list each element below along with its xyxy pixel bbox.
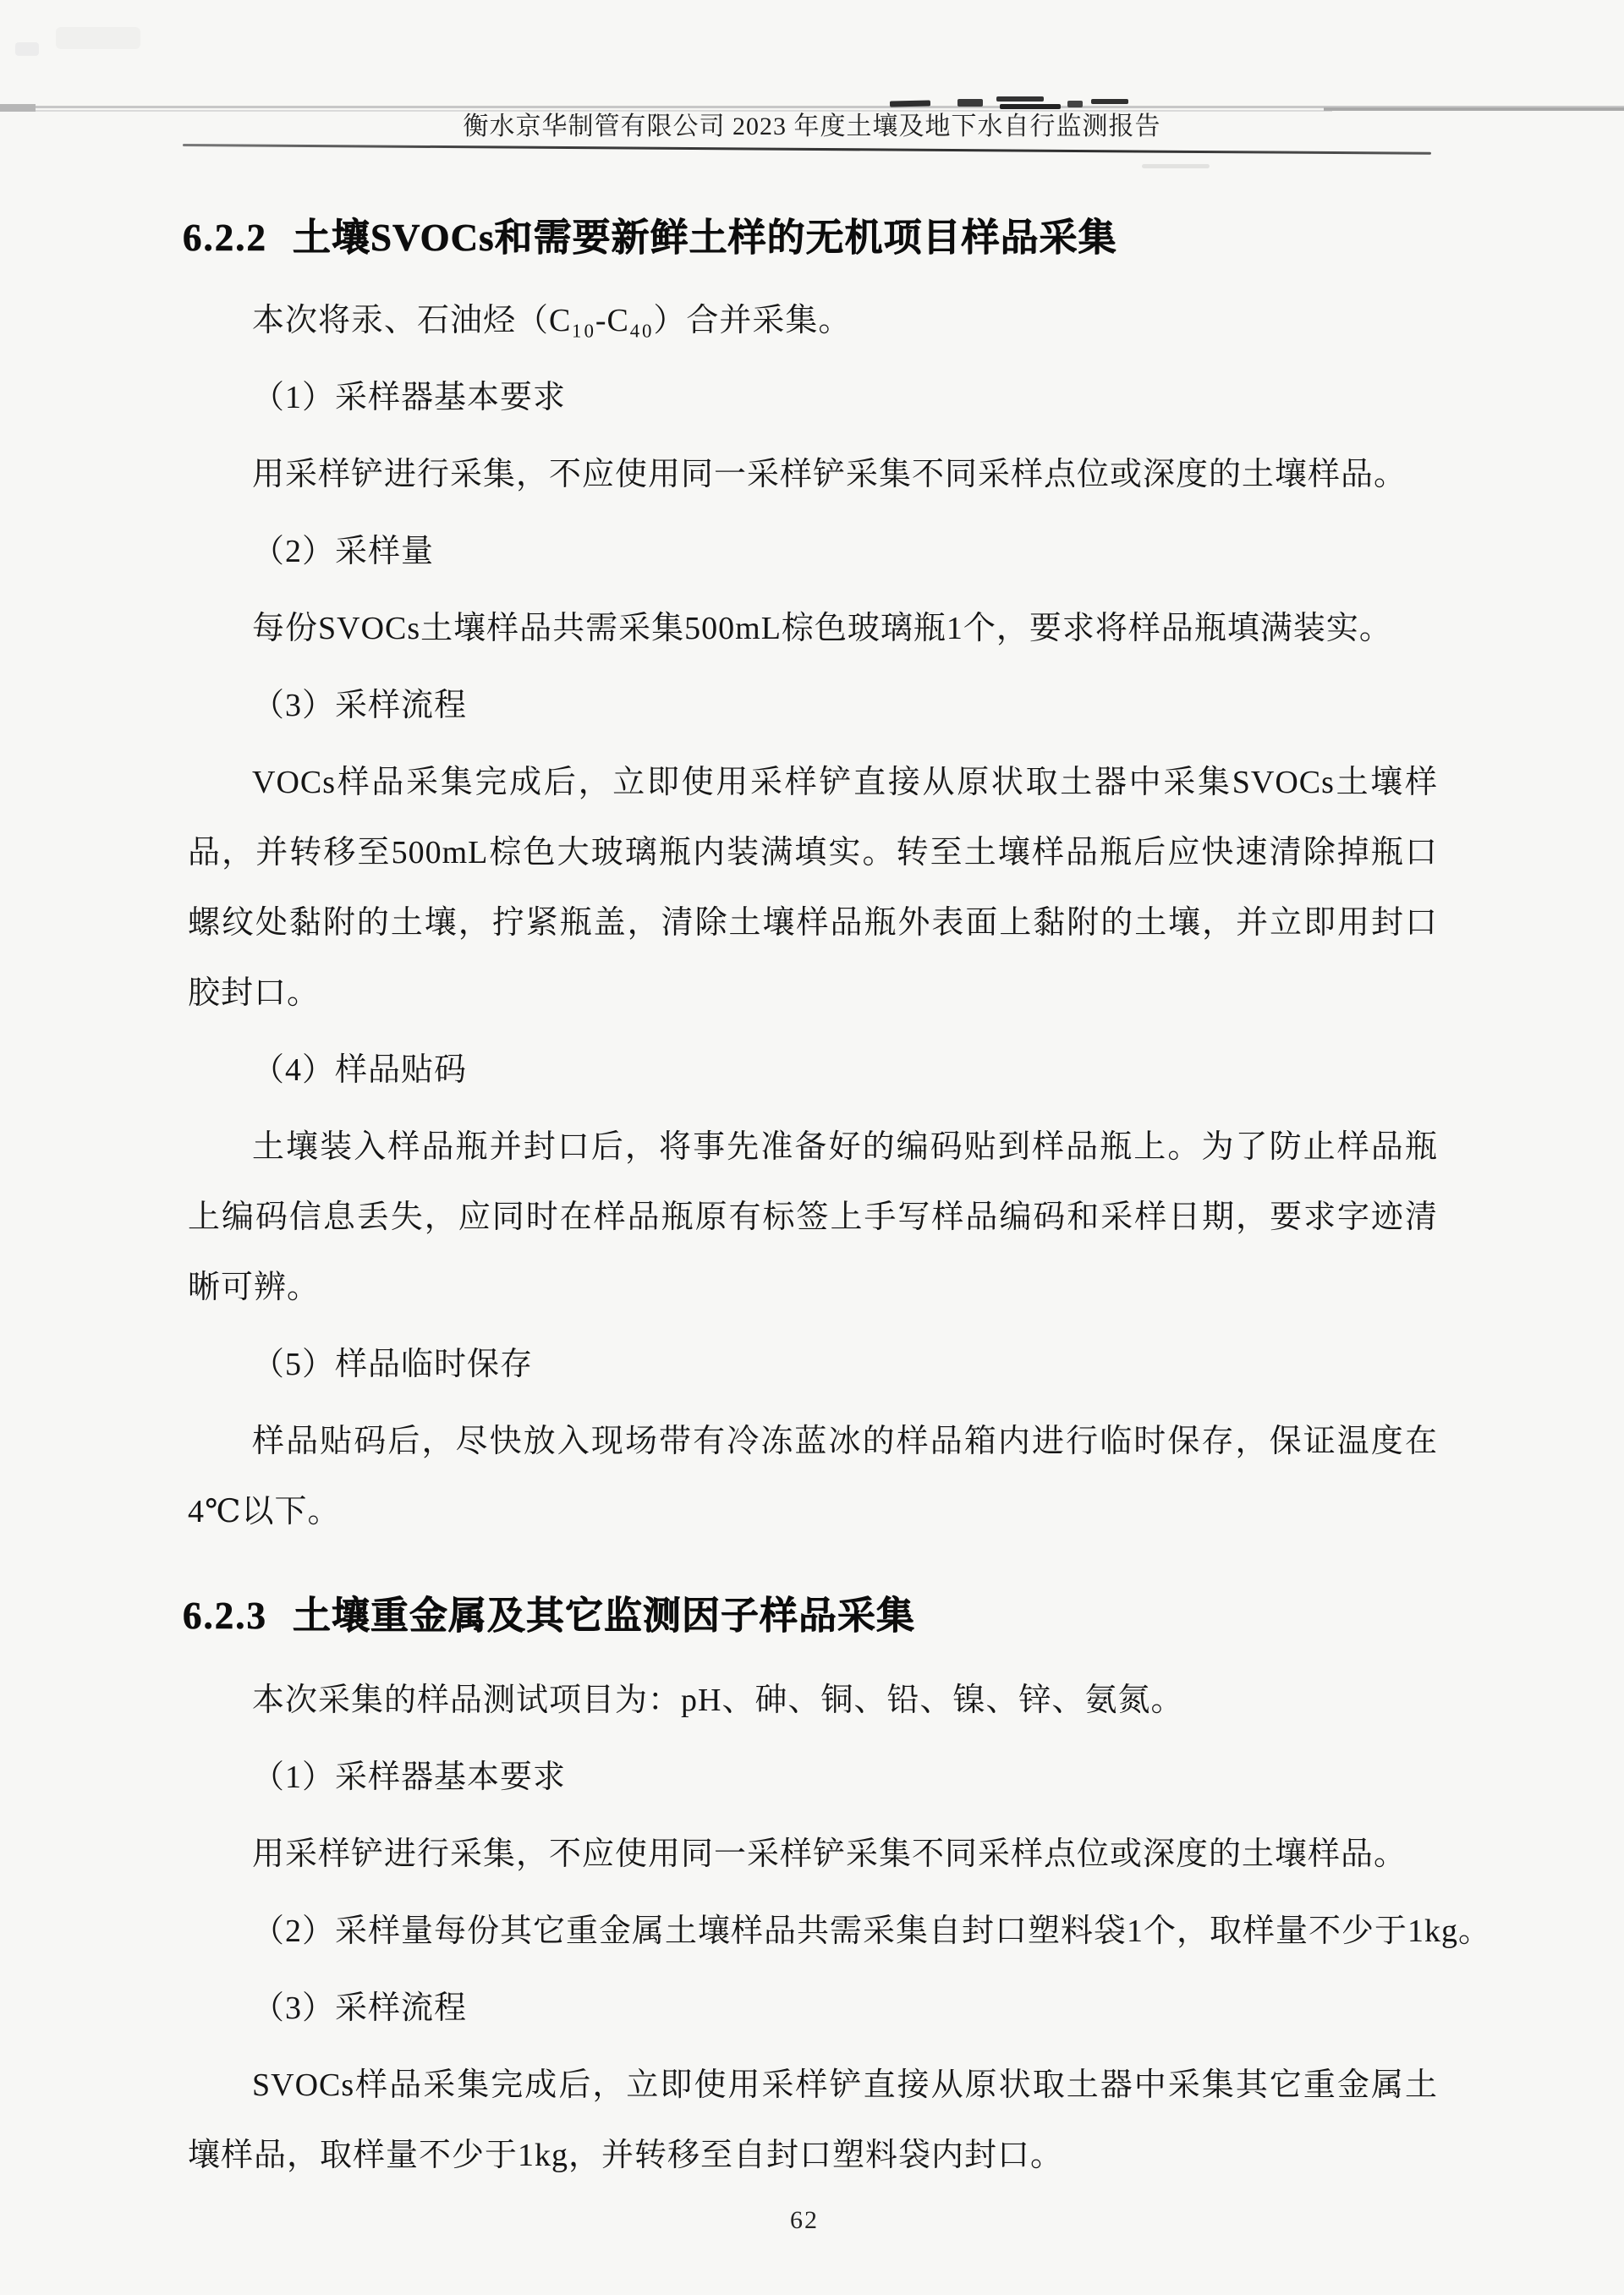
section-number: 6.2.3 [183,1595,267,1637]
page-number: 62 [790,2206,819,2234]
section-heading-6-2-3 [183,1591,1438,1640]
list-item: （1）采样器基本要求 [252,380,567,415]
section-heading-6-2-2 [183,213,1438,262]
page-footer [0,2206,1609,2235]
section-title: 土壤重金属及其它监测因子样品采集 [293,1595,916,1637]
scan-smudge [1091,99,1128,104]
page-header-title: 衡水京华制管有限公司 2023 年度土壤及地下水自行监测报告 [463,113,1161,140]
section-title: 土壤SVOCs和需要新鲜土样的无机项目样品采集 [293,217,1117,259]
list-item: （1）采样器基本要求 [252,1760,567,1795]
scan-smudge [1000,104,1061,109]
scan-smudge [957,99,983,107]
paragraph: VOCs样品采集完成后，立即使用采样铲直接从原状取土器中采集SVOCs土壤样品，并转移至500mL棕色大玻璃瓶内装满填实。转至土壤样品瓶后应快速清除掉瓶口螺纹处黏附的土壤，拧紧瓶盖，清除土壤样品瓶外表面上黏附的土壤，并立即用封口胶封口。 [188,765,1438,1011]
document-body [183,213,1492,2198]
header-rule [183,144,1431,155]
paragraph: 样品贴码后，尽快放入现场带有冷冻蓝冰的样品箱内进行临时保存，保证温度在4℃以下。 [188,1424,1438,1529]
paragraph: 土壤装入样品瓶并封口后，将事先准备好的编码贴到样品瓶上。为了防止样品瓶上编码信息丢失，应同时在样品瓶原有标签上手写样品编码和采样日期，要求字迹清晰可辨。 [188,1129,1438,1305]
list-item: （2）采样量 [252,534,435,569]
list-item: （4）样品贴码 [252,1052,468,1088]
paragraph: 本次将汞、石油烃（C₁₀-C₄₀）合并采集。 [252,303,852,338]
paragraph: 用采样铲进行采集，不应使用同一采样铲采集不同采样点位或深度的土壤样品。 [252,1837,1407,1872]
section-number: 6.2.2 [183,217,267,259]
scan-smudge [1142,164,1210,168]
scan-smudge [56,27,140,49]
list-item: （2）采样量每份其它重金属土壤样品共需采集自封口塑料袋1个，取样量不少于1kg。 [252,1913,1492,1949]
paragraph: 本次采集的样品测试项目为：pH、砷、铜、铅、镍、锌、氨氮。 [252,1683,1184,1718]
scan-noise-band [1324,107,1624,111]
paragraph: SVOCs样品采集完成后，立即使用采样铲直接从原状取土器中采集其它重金属土壤样品，取样量不少于1kg，并转移至自封口塑料袋内封口。 [188,2067,1438,2173]
scan-smudge [996,96,1044,102]
scan-smudge [1067,101,1083,107]
list-item: （3）采样流程 [252,1990,468,2026]
paragraph: 每份SVOCs土壤样品共需采集500mL棕色玻璃瓶1个，要求将样品瓶填满装实。 [252,611,1392,646]
list-item: （3）采样流程 [252,688,468,723]
scan-smudge [15,42,39,56]
paragraph: 用采样铲进行采集，不应使用同一采样铲采集不同采样点位或深度的土壤样品。 [252,457,1407,492]
scan-smudge [890,100,930,107]
list-item: （5）样品临时保存 [252,1347,534,1382]
scan-noise-band [0,104,36,112]
